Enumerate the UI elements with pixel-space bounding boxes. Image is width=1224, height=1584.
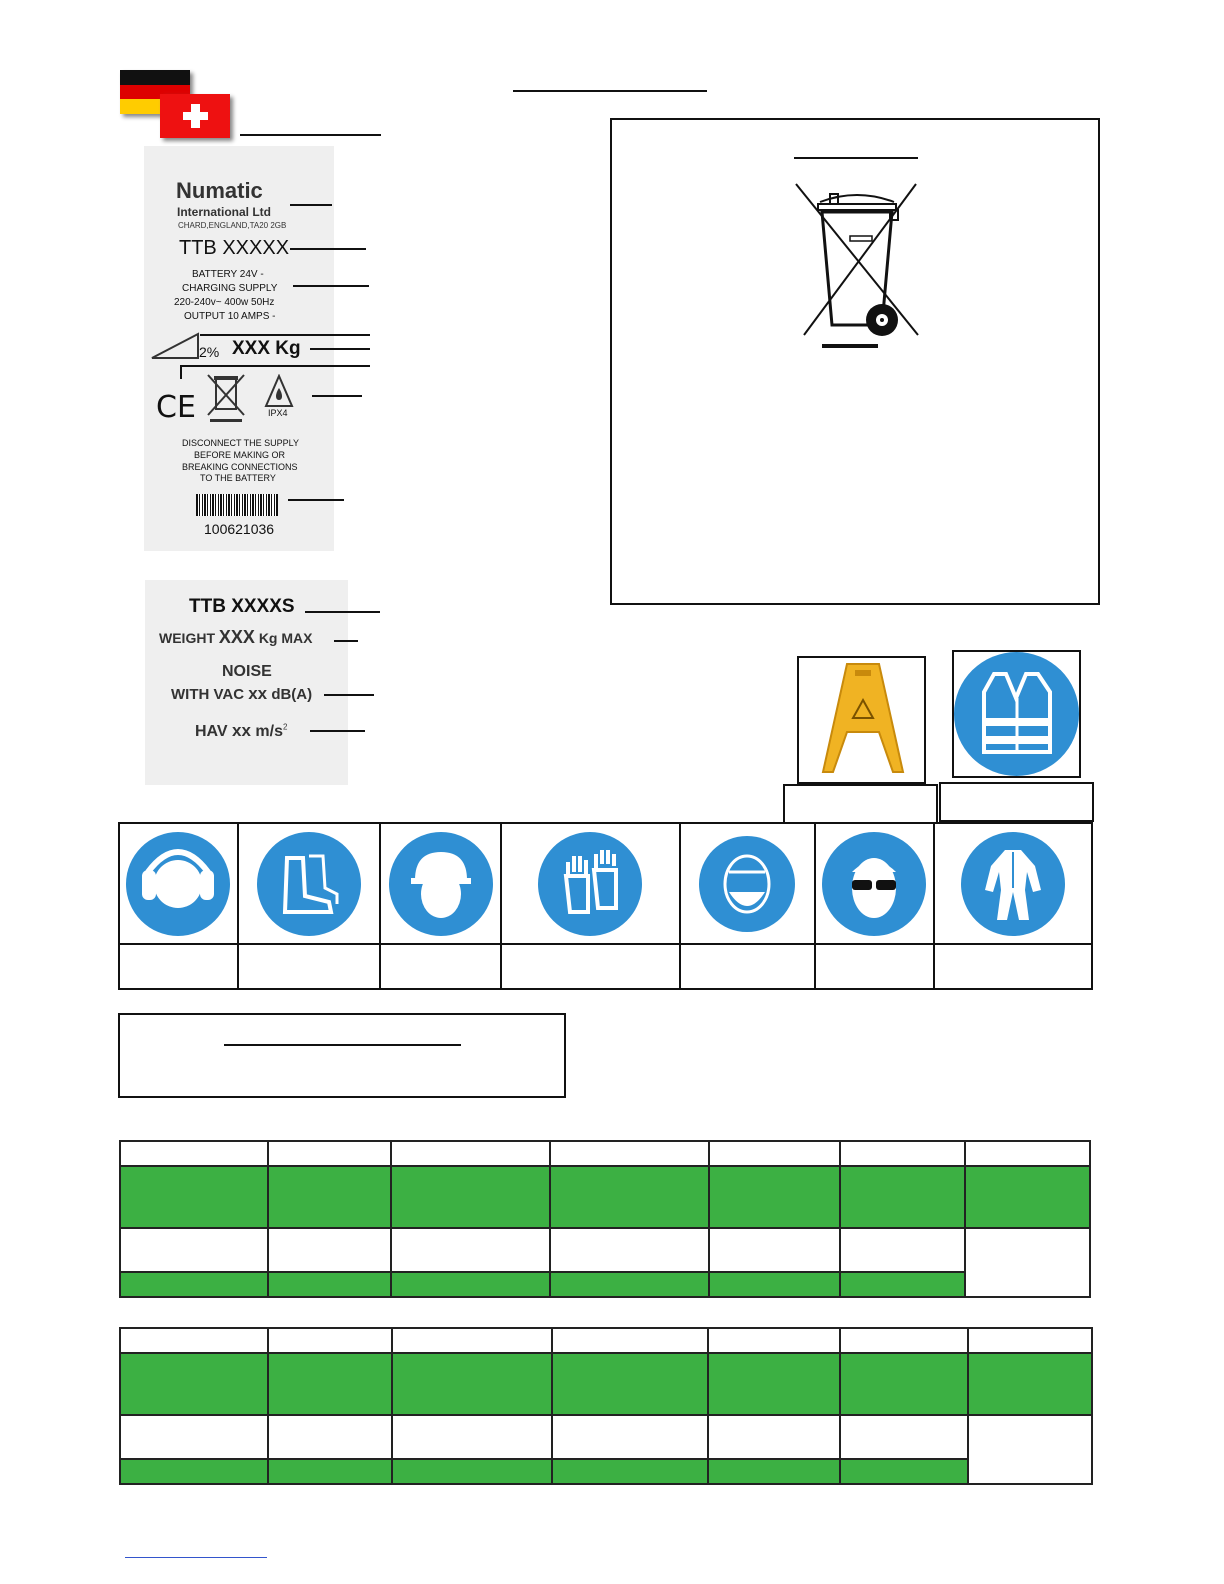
weee-box: [610, 118, 1100, 605]
spec-header-cell: [968, 1328, 1092, 1353]
label2-weight: [159, 627, 312, 648]
hi-vis-caption-box: [939, 782, 1094, 822]
spec-cell: [268, 1459, 392, 1484]
section-rule: [240, 134, 381, 136]
spec-header-cell: [268, 1141, 391, 1166]
ppe-cell: [119, 823, 238, 944]
ppe-caption-cell: [680, 944, 815, 989]
spec-cell: [392, 1415, 553, 1459]
label2-weight-value: XXX: [218, 627, 255, 647]
spec-header-cell: [840, 1328, 968, 1353]
callout-line: [293, 285, 369, 287]
label2-noise-prefix: WITH VAC: [171, 686, 245, 703]
label2-hav-value: xx: [232, 721, 251, 740]
spec-cell: [965, 1228, 1090, 1297]
callout-line: [290, 248, 366, 250]
spec-cell: [550, 1166, 709, 1228]
spec-cell: [552, 1415, 708, 1459]
label2-noise: NOISE: [222, 663, 272, 680]
ppe-caption-cell: [238, 944, 380, 989]
info-title-rule: [224, 1044, 461, 1046]
spec-header-cell: [965, 1141, 1090, 1166]
spec-header-cell: [120, 1328, 268, 1353]
gloves-icon: [538, 832, 642, 936]
label-brand: Numatic: [176, 178, 263, 203]
callout-line: [290, 204, 332, 206]
spec-cell: [708, 1353, 840, 1415]
label-gradient: 2%: [199, 344, 220, 360]
spec-cell: [120, 1415, 268, 1459]
wet-floor-caption-box: [783, 784, 938, 824]
label2-hav-suffix: m/s: [255, 723, 283, 740]
spec-cell: [840, 1415, 968, 1459]
wet-floor-sign-icon: [817, 660, 909, 780]
spec-cell: [550, 1228, 709, 1272]
footer-link-rule[interactable]: [125, 1557, 267, 1558]
spec-cell: [709, 1272, 840, 1297]
label2-noise-line: [171, 684, 312, 704]
label2-hav-line: [195, 721, 287, 741]
spec-header-cell: [391, 1141, 550, 1166]
label-battery-line: OUTPUT 10 AMPS -: [184, 311, 276, 322]
ppe-caption-cell: [815, 944, 935, 989]
ppe-cell: [934, 823, 1092, 944]
hard-hat-icon: [389, 832, 493, 936]
label2-weight-prefix: WEIGHT: [159, 630, 215, 646]
overalls-icon: [961, 832, 1065, 936]
weee-bin-icon: [792, 180, 922, 350]
spec-cell: [840, 1228, 965, 1272]
spec-cell: [391, 1228, 550, 1272]
ppe-caption-cell: [119, 944, 238, 989]
callout-line: [305, 611, 380, 613]
ppe-cell: [680, 823, 815, 944]
label-serial: 100621036: [204, 521, 275, 537]
spec-cell: [965, 1166, 1090, 1228]
callout-line: [324, 694, 374, 696]
label-warning-line: TO THE BATTERY: [200, 473, 276, 483]
spec-cell: [392, 1353, 553, 1415]
ppe-caption-cell: [501, 944, 679, 989]
callout-line: [310, 348, 370, 350]
callout-line: [334, 640, 358, 642]
spec-cell: [392, 1459, 553, 1484]
flag-switzerland-icon: [160, 94, 230, 138]
spec-cell: [840, 1272, 965, 1297]
safety-glasses-icon: [822, 832, 926, 936]
spec-cell: [120, 1459, 268, 1484]
spec-cell: [550, 1272, 709, 1297]
spec-cell: [268, 1415, 392, 1459]
ppe-cell: [238, 823, 380, 944]
spec-header-cell: [120, 1141, 268, 1166]
ipx-rating: IPX4: [268, 408, 288, 418]
barcode: [196, 494, 278, 516]
hi-vis-vest-icon: [954, 652, 1079, 776]
spec-cell: [120, 1272, 268, 1297]
ear-protection-icon: [126, 832, 230, 936]
spec-cell: [709, 1228, 840, 1272]
spec-cell: [840, 1459, 968, 1484]
ppe-cell: [380, 823, 502, 944]
callout-line: [310, 730, 365, 732]
spec-cell: [268, 1353, 392, 1415]
safety-boots-icon: [257, 832, 361, 936]
spec-cell: [709, 1166, 840, 1228]
label-warning-line: BREAKING CONNECTIONS: [182, 462, 298, 472]
spec-header-cell: [709, 1141, 840, 1166]
spec-cell: [968, 1353, 1092, 1415]
weee-title-rule: [794, 157, 918, 159]
spec-cell: [268, 1228, 391, 1272]
title-rule: [513, 90, 707, 92]
callout-line: [312, 395, 362, 397]
gradient-icon: [150, 332, 200, 360]
spec-cell: [120, 1228, 268, 1272]
label-warning-line: DISCONNECT THE SUPPLY: [182, 438, 300, 448]
label-battery-line: BATTERY 24V -: [192, 269, 264, 280]
callout-line: [200, 334, 370, 336]
spec-header-cell: [708, 1328, 840, 1353]
label2-noise-suffix: dB(A): [271, 686, 313, 703]
spec-cell: [840, 1353, 968, 1415]
spec-cell: [391, 1166, 550, 1228]
spec-cell: [268, 1272, 391, 1297]
spec-cell: [552, 1459, 708, 1484]
info-box: [118, 1013, 566, 1098]
ppe-table: [118, 822, 1093, 990]
wet-floor-sign-frame: [797, 656, 926, 784]
spec-cell: [120, 1353, 268, 1415]
label2-model: TTB XXXXS: [189, 596, 295, 617]
spec-table: [119, 1140, 1091, 1298]
ce-mark: CE: [156, 390, 196, 425]
label-battery-line: 220-240v~ 400w 50Hz: [174, 297, 275, 308]
callout-line: [180, 365, 182, 379]
hi-vis-frame: [952, 650, 1081, 778]
spec-cell: [968, 1415, 1092, 1484]
rating-label: [144, 146, 334, 551]
spec-cell: [120, 1166, 268, 1228]
spec-header-cell: [268, 1328, 392, 1353]
ppe-caption-cell: [934, 944, 1092, 989]
spec-table: [119, 1327, 1093, 1485]
spec-cell: [708, 1415, 840, 1459]
label-company: International Ltd: [177, 205, 271, 219]
label-battery-line: CHARGING SUPPLY: [182, 283, 278, 294]
label-warning-line: BEFORE MAKING OR: [194, 450, 286, 460]
spec-header-cell: [392, 1328, 553, 1353]
dust-mask-icon: [699, 836, 795, 932]
spec-cell: [268, 1166, 391, 1228]
spec-header-cell: [552, 1328, 708, 1353]
callout-line: [180, 365, 370, 367]
ppe-cell: [501, 823, 679, 944]
ppe-caption-cell: [380, 944, 502, 989]
water-drop-icon: [264, 374, 294, 408]
spec-header-cell: [550, 1141, 709, 1166]
ppe-cell: [815, 823, 935, 944]
label2-hav-exp: 2: [283, 722, 288, 732]
label2-noise-value: xx: [248, 684, 268, 703]
label2-hav-prefix: HAV: [195, 723, 228, 740]
label2-weight-suffix: Kg MAX: [258, 630, 313, 646]
spec-cell: [552, 1353, 708, 1415]
weee-bin-small-icon: [204, 371, 248, 423]
label-model: TTB XXXXX: [179, 237, 290, 259]
spec-cell: [391, 1272, 550, 1297]
label-weight: XXX Kg: [232, 338, 301, 359]
spec-cell: [708, 1459, 840, 1484]
spec-header-cell: [840, 1141, 965, 1166]
spec-cell: [840, 1166, 965, 1228]
label-address: CHARD,ENGLAND,TA20 2GB: [178, 221, 287, 230]
callout-line: [288, 499, 344, 501]
